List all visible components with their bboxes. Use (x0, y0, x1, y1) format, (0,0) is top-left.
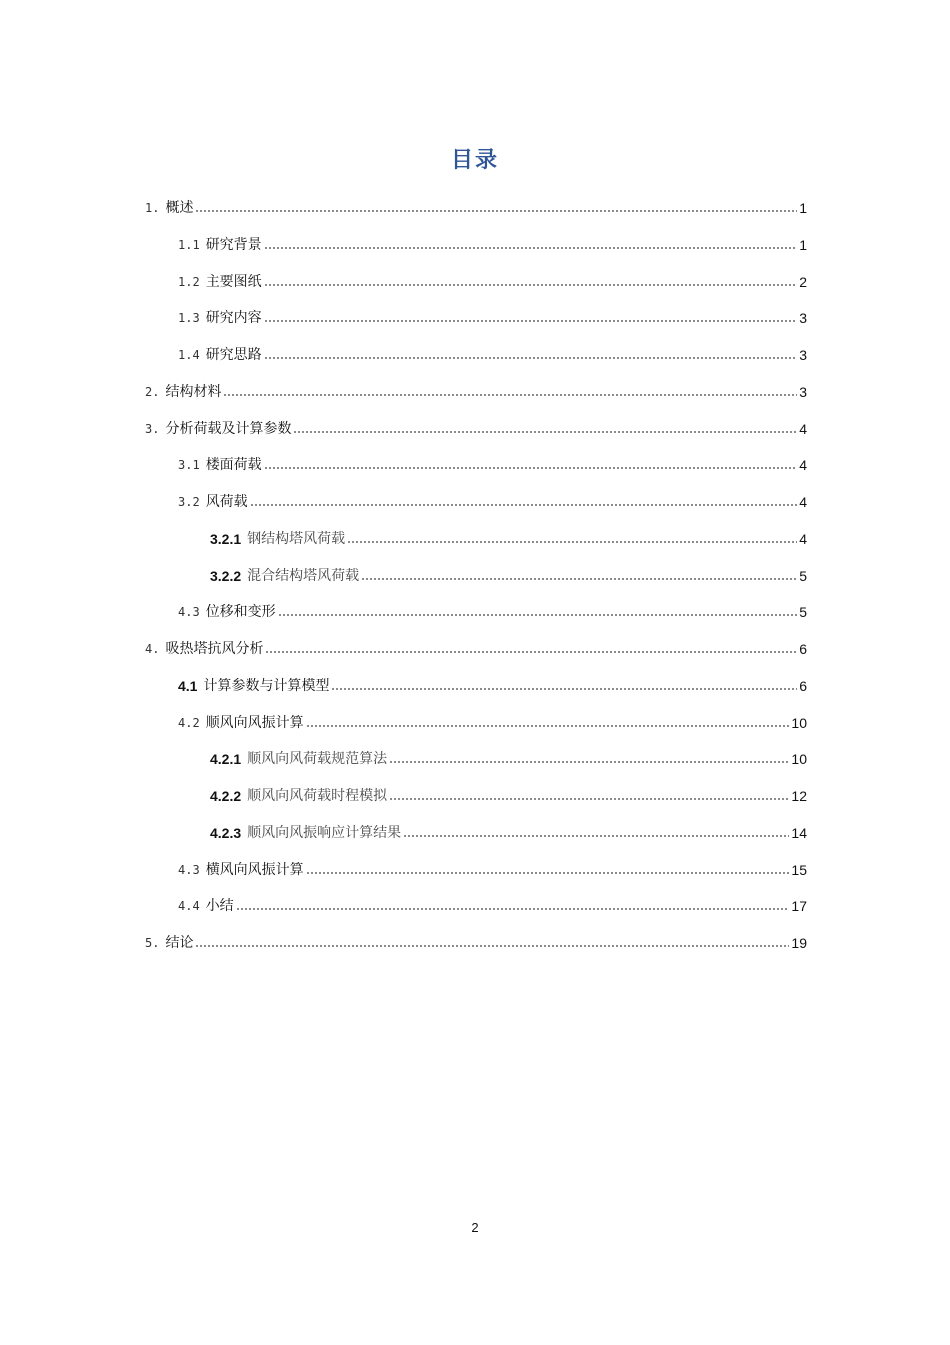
toc-entry-number: 1.1 (178, 237, 200, 252)
toc-entry-number: 1.3 (178, 311, 200, 326)
dot-leader (264, 247, 798, 249)
toc-entry-title: 横风向风振计算 (205, 861, 304, 878)
toc-entry-page: 17 (791, 898, 807, 915)
toc-entry-number: 2. (145, 384, 160, 399)
toc-entry[interactable] (210, 785, 807, 805)
dot-leader (195, 210, 797, 212)
toc-entry-page: 6 (799, 677, 807, 694)
toc-entry-page: 2 (799, 273, 807, 290)
dot-leader (264, 284, 798, 286)
dot-leader (250, 504, 798, 506)
toc-entry-page: 14 (791, 824, 807, 841)
toc-entry[interactable] (145, 638, 807, 658)
toc-entry-page: 3 (799, 310, 807, 327)
toc-entry-number: 4.2.1 (210, 751, 242, 768)
toc-entry-title: 研究背景 (205, 236, 262, 253)
toc-title: 目录 (450, 148, 499, 173)
page-number: 2 (471, 1220, 479, 1235)
toc-entry-number: 4. (145, 642, 160, 656)
toc-entry-title: 顺风向风荷载规范算法 (247, 751, 388, 768)
dot-leader (347, 541, 797, 543)
toc-entry[interactable] (210, 822, 807, 842)
toc-entry[interactable] (178, 491, 807, 511)
toc-entry-number: 3. (145, 421, 160, 436)
toc-entry-page: 6 (799, 641, 807, 657)
toc-entry-title: 分析荷载及计算参数 (165, 420, 292, 437)
toc-entry-page: 5 (799, 567, 807, 584)
toc-entry[interactable] (178, 454, 807, 474)
toc-entry-title: 结论 (165, 935, 194, 951)
toc-entry-page: 10 (791, 751, 807, 768)
toc-entry-page: 5 (799, 604, 807, 621)
toc-entry-title: 风荷载 (205, 494, 248, 510)
toc-entry[interactable] (210, 565, 807, 585)
dot-leader (236, 908, 790, 910)
toc-entry[interactable] (145, 381, 807, 401)
toc-entry-number: 4.1 (178, 677, 198, 694)
toc-entry-number: 1.2 (178, 274, 200, 289)
toc-entry[interactable] (145, 197, 807, 217)
toc-entry-page: 1 (799, 236, 807, 253)
toc-entry[interactable] (145, 932, 807, 952)
toc-entry-title: 钢结构塔风荷载 (247, 530, 346, 547)
toc-entry-title: 顺风向风振计算 (205, 714, 304, 731)
toc-entry-number: 4.2.2 (210, 788, 242, 804)
toc-entry-page: 4 (799, 457, 807, 474)
toc-entry[interactable] (178, 675, 807, 695)
toc-entry-number: 3.2 (178, 495, 200, 509)
dot-leader (389, 761, 789, 763)
toc-entry[interactable] (178, 712, 807, 732)
toc-entry-title: 小结 (205, 898, 234, 915)
toc-entry-title: 位移和变形 (205, 604, 276, 621)
toc-entry[interactable] (178, 344, 807, 364)
toc-entry-page: 4 (799, 420, 807, 437)
dot-leader (195, 945, 789, 947)
dot-leader (306, 725, 790, 727)
toc-entry-title: 结构材料 (165, 383, 222, 400)
toc-entry[interactable] (178, 271, 807, 291)
toc-entry-title: 顺风向风荷载时程模拟 (247, 788, 388, 804)
toc-entry-number: 3.2.1 (210, 530, 242, 547)
toc-entry-title: 吸热塔抗风分析 (165, 641, 264, 657)
dot-leader (264, 357, 798, 359)
dot-leader (306, 872, 790, 874)
toc-entry-title: 楼面荷载 (205, 457, 262, 474)
toc-entry-number: 1.4 (178, 348, 200, 362)
toc-entry-number: 3.2.2 (210, 567, 242, 584)
toc-entry[interactable] (178, 601, 807, 621)
toc-entry[interactable] (178, 895, 807, 915)
toc-entry-page: 19 (791, 935, 807, 951)
dot-leader (265, 651, 797, 653)
toc-entry-title: 概述 (165, 200, 194, 216)
toc-entry[interactable] (178, 307, 807, 327)
toc-entry-page: 12 (791, 788, 807, 804)
toc-entry-number: 4.3 (178, 862, 200, 877)
dot-leader (403, 835, 789, 837)
toc-entry-page: 4 (799, 530, 807, 547)
toc-entry[interactable] (145, 418, 807, 438)
toc-entry-number: 4.3 (178, 605, 200, 620)
dot-leader (223, 394, 797, 396)
toc-entry-title: 混合结构塔风荷载 (247, 567, 360, 584)
toc-entry-number: 4.4 (178, 899, 200, 914)
dot-leader (389, 798, 789, 800)
toc-entry[interactable] (210, 748, 807, 768)
dot-leader (278, 614, 798, 616)
toc-entry-page: 3 (799, 347, 807, 363)
toc-entry-page: 3 (799, 383, 807, 400)
toc-entry-number: 4.2.3 (210, 824, 242, 841)
toc-entry[interactable] (178, 859, 807, 879)
toc-entry-number: 4.2 (178, 715, 200, 730)
toc-entry-title: 研究内容 (205, 310, 262, 327)
toc-entry-number: 5. (145, 936, 160, 950)
toc-entry-title: 顺风向风振响应计算结果 (247, 824, 402, 841)
dot-leader (264, 320, 798, 322)
dot-leader (264, 467, 798, 469)
dot-leader (361, 578, 797, 580)
dot-leader (331, 688, 797, 690)
toc-entry-number: 3.1 (178, 458, 200, 473)
toc-entry-number: 1. (145, 201, 160, 215)
dot-leader (293, 431, 797, 433)
toc-entry-page: 1 (799, 200, 807, 216)
toc-entry-page: 15 (791, 861, 807, 878)
toc-entry[interactable] (210, 528, 807, 548)
toc-entry-title: 研究思路 (205, 347, 262, 363)
toc-entry-title: 主要图纸 (205, 273, 262, 290)
toc-entry-page: 10 (791, 714, 807, 731)
toc-entry-title: 计算参数与计算模型 (203, 677, 330, 694)
toc-entry[interactable] (178, 234, 807, 254)
toc-entry-page: 4 (799, 494, 807, 510)
